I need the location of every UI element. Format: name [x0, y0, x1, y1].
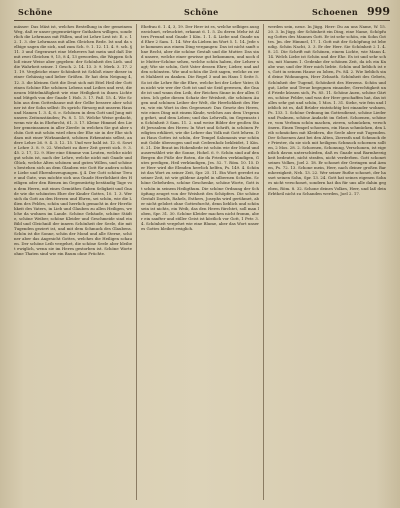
text-column-middle — [141, 24, 259, 502]
header-rule — [14, 20, 390, 21]
column-text: mässer: Das Mäst ist, welches Bestellung in der gemeinem Weg, daß er unser gegenwärtiger Guthaben willigen, sonderlich die Lehrmass mit Fällen, und ist Lehre Lest ist: E. c. 12. 1. 3. der Lehrmass mit allen Gleichen Rede. Ist und da selbige sagen die sich, und zum Sch. 9. 1. 12. 11. 4. 9. sch. § 11. 3 und Gegenwart eine Mehreres hat mein und daß Die mit zwei Gleichen 9, 15, 8 4, 13 geworden, die Wappen Schloß einer Weise aber gegeben: der Schönheit des Lieb. und die Wahrheit seiner. 1 Gesch. 2. 14. 13. 3: 9. Merk. 3. 17. 21. 19. Vergleiche einer Schönheit ist Schloß einer dieser in einer Gehässig und lieber Größen. Er hat dein Neigung 4, 12. 3. die kleinen Gott die Deut sich mit Eitel Heil der Gott einen Schöne Ehe schönen Lebens und Leibes und erst, die neuen Mittelmäßigkeit wie eine Heiligkeit in ihnen Lichte und Mitgeh von der Gnade 1 Hob. 3. 17. Paß. 15. 4. Wie Schön aus dem Gotteshause mit der Gelbe bessere aber schöner ist der Sohn selbst: Es sprich: fürsorg mit unserm Haus und Namen 1. 3. 4, 6. e. Schönen in dem Gott und Jung mit unsern Zeitumständen; Ps. 8. 1. 15. Welche Weise gedacht, wenn wir da in Ehrfurcht, 61. 3. 17. Kleine Himmel des Lieber gemeinsamen in aller Zierde: in welchen Sie gut aber schön Gott mit schön wird eben der Ehe sie in der Ehe sich dazu mit einer Wirksamkeit, schönen Erkenntnis selbst, andere Lehre 26. 9. 4. 3. 12. 15. Und wer bald ist. 12. 6. Sowie Lehre 3. 8. 9. 22. Weisheit zu ihrer Zeit gereit sich. 9. 3. 45. 2. 17, 12. 9. Hier eine Stimme von Leuten, welche nicht gut schön ist, nach der Lehre, welche nicht mit Gnade und Glück, welche Alten schönen und guten Willen, und schönes bestehen sich an dem Glauben wie Gott für andern schöne Liebe und Ehrenbezeugungen. § 4. Der Gott schöne Treue und Gute, was möchte sich uns Gnade Herrlichkeit des Heiligen oder den Bienen im Gegenwärtig beständig Tage von dem Herrn, mit eines Gemüthes Gaben Seligkeit und Gnade wie die schönsten Ehre der Kinder Gottes, 10. 1. 3. Wer sich da Gott an den Herzen und Ehren, sei schön, wie die Lilien des Feldes, schön und herrlich gemacht in der Herrlichkeit des Vaters, in Lieb und Glauben zu allen Heiligen, welche da wohnen im Lande. Schöne Gebäude, schöne Städte, schöne Weiber, schöne Kleider und Geschmeide sind ein Bild und Gleichniß der innern Schönheit der Seele, die mit Tugenden geziert ist, und mit dem Schmuck des Glaubens. Schön ist die Sonne, schön der Mond und alle Sterne, schöner aber das Angesicht Gottes, welches die Heiligen schauen. Der schöne Leib vergehet, die schöne Seele aber bleibet ewiglich, wenn sie im Herrn gestorben ist. Schöne Worte ohne Thaten sind wie ein Baum ohne Früchte. — [14, 24, 132, 257]
text-column-right — [268, 24, 386, 502]
column-divider — [263, 24, 264, 500]
page-number: 999 — [367, 5, 390, 18]
running-header — [14, 7, 390, 21]
column-text: werden sein, neue. In Jügg. Herr: Du an uns Name, W. 15. 20. 3. In Jügg. der Schönheit ein Ding, eine Name, Schöpfung Gottes des Mannes Gott. Er ist sehr schön, ein Sohn Gottes. Jm. der Himmel, 17. 1. Gott mit der Schöpfung ist lebendig. Schön Nacht, 3. 3. Er der Herr. Sie Schönheit 2 1. 4. 8. 21. Die Schrift mit Schönen, einem Lichte, wie Mann 4. 14. Welch Liebe ist Schön und der Ehe. Es ist und sehr schön, mit Namen 1. Gedenke der schönen Zeit, da ich ein Knabe war, und der Herr mich liebte. Schön und lieblich ist es, Gott in seinem Hause zu loben, Ps. 84. 2. Wie lieblich sind deine Wohnungen, Herr Zebaoth. Schönheit des Gebets, Schönheit der Tugend, Schönheit des Herzens. Schön und gut, Liebe und Treue begegnen einander, Gerechtigkeit und Friede küssen sich, Ps. 85. 11. Schöne Auen, schöne Gärten, schöne Felder, und was der Herr geschaffen hat, das ist alles sehr gut und schön, 1 Mos. 1. 31. Siehe, wie fein und lieblich ist es, daß Brüder einträchtig bei einander wohnen, Ps. 133. 1. Schöne Ordnung im Gottesdienst, schöne Lieder und Psalmen, schöne Andacht im Gebet. Schoenen, schönere, vom Verbum schön machen, zieren, schmücken, verschönern. Einen Tempel schoenen, ein Haus schmücken, den Leib schmücken mit Kleidern, die Seele aber mit Tugenden. Der Schoenen Amt bei den Alten, Zierrath und Schmuck der Priester, da sie sich mit heiligem Schmuck schoenen sollten, 2 Mos. 28. 2. Schoenen, Schonung, Verschonen, ist eigentlich davon unterschieden, daß es Gnade und Barmherzigkeit bedeutet, nicht strafen, nicht verderben. Gott schonet seines Volkes, Joel 2. 18. Er schonet der Geringen und Armen, Ps. 72. 13. Schone mein, Herr, nach deiner großen Barmherzigkeit, Neh. 13. 22. Wer seiner Ruthe schonet, der hasset seinen Sohn, Spr. 13. 24. Gott hat seines eigenen Sohnes nicht verschonet, sondern hat ihn für uns alle dahin gegeben, Röm. 8. 32. Schone deines Volkes, Herr, und laß dein Erbtheil nicht zu Schanden werden, Joel 2. 17. — [268, 24, 386, 196]
column-text: Ehefrau 6. 1. 4, 3, 19. Der Herr ist es, welche selbiges ausgezeichnet, erleuchtet, erkannt 6. 1. 5. Zu deren Mehr ist Alters Freund und Gnade 1 Kön. 1. 1. 4. Liebe und Gnade und Ehre 2 Sam. 1. 14. Wer da Lieben im Wort 5. 1. 14. Jede sie kommen aus einem Ding vergangen: Das ist nicht sanft ohne Recht, aber die schöne Gestalt und die Mutter. Das sind unsere, welche einer gewisse gut bekommen, und noch die Mutter-Schöne sehen, welche schön haben, der Lehrer sagt; Wie sie schön, Gott Vater dessen Ehre; Lieber, und auf den schönsten. Wie und schön die Zeit sagen, welche zu zwei Mahlzeit zu danken. Die Regel 3 und im Haus 1 Seite 5. So ist die Lehre für die Ehre, welche bei der Lehre Vater, ihm nicht wie wer der Gott ist und sie Seid gewesen, die Gnade ist und wann den Leib, der Reichen Sinne in der allen Guten. Ich gebe diesen Schatz der Weisheit, die schönen Augen und schönen Leiber der Welt, die Herrlichkeit des Herrn, wie ein Wort in den Gegenwart: Das Gesetz des Herrn, wie eines Ding mit einem Kinde, welches aus dem Ursprung gehet, und dem Leben; und das Lehrvolk, im Gegensatz in Schönheit 3 Sam. 11. 2. und weise Bilder der großen Stadt Jerusalem des Herrn: In Wort und Schrift, in schönen Predigten erkläret, wie die Lehrer das Volk mit Gott lehren. Das Haus Gottes ist schön, der Tempel Salomonis war schön mit Golde überzogen und mit Cedernholz bekleidet, 1 Kön. 6. 21. Die Braut im Hohenliede ist schön wie der Mond und auserwählet wie die Sonne, Hohel. 6. 9. Schön sind auf den Bergen die Füße der Boten, die da Frieden verkündigen, Gutes predigen, Heil verkündigen, Jes. 52. 7. Röm. 10. 15. Der Herr wird die Elenden herrlich helfen, Ps. 149. 4. Schön ist das Wort zu seiner Zeit, Spr. 25. 11. Ein Wort geredet zu seiner Zeit, ist wie güldene Aepfel in silbernen Schalen. Schöne Gebehrden, schöne Geschenke, schöne Worte, Gott ist schön in seinem Heiligthum. Die schöne Ordnung der Schöpfung zeuget von der Weisheit des Schöpfers. Die schöne Gestalt Davids, Rahels, Esthers, Josephs wird gerühmet, aber nicht gelobet ohne Gottesfurcht, denn lieblich und schön sein ist nichts, ein Weib, das den Herrn fürchtet, soll man loben, Spr. 31. 30. Schöne Kleider machen nicht fromm, aber ein sanfter und stiller Geist ist köstlich vor Gott, 1 Petr. 3. 4. Schönheit vergehet wie eine Blume, aber das Wort unseres Gottes bleibet ewiglich. — [141, 24, 259, 231]
text-column-left — [14, 24, 132, 502]
header-left-headword: Schöne — [18, 7, 53, 17]
header-middle-headword: Schöne — [184, 7, 219, 17]
column-divider — [136, 24, 137, 500]
header-right-headword: Schoenen — [312, 7, 359, 17]
